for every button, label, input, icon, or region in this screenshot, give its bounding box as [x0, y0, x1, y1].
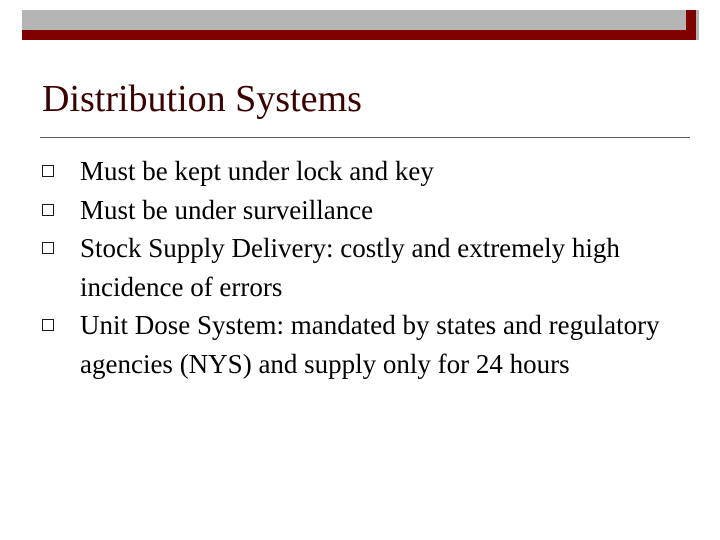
- bullet-text: Must be under surveillance: [80, 194, 374, 225]
- title-divider: [40, 137, 690, 138]
- hollow-square-icon: [42, 204, 54, 216]
- hollow-square-icon: [42, 165, 54, 177]
- bullet-list: [40, 152, 680, 383]
- bullet-text: Must be kept under lock and key: [80, 156, 434, 186]
- bullet-text: Stock Supply Delivery: costly and extremely high incidence of errors: [80, 233, 620, 302]
- bullet-item: [40, 306, 680, 383]
- slide-title: Distribution Systems: [42, 78, 362, 120]
- bullet-item: [40, 229, 680, 306]
- hollow-square-icon: [42, 242, 54, 254]
- bullet-item: [40, 152, 680, 191]
- hollow-square-icon: [42, 319, 54, 331]
- top-gray-band: [22, 10, 686, 30]
- top-corner-square: [686, 10, 699, 40]
- bullet-text: Unit Dose System: mandated by states and regulatory agencies (NYS) and supply only for 24 hours: [80, 310, 660, 379]
- bullet-item: [40, 191, 680, 230]
- top-red-band: [22, 30, 686, 40]
